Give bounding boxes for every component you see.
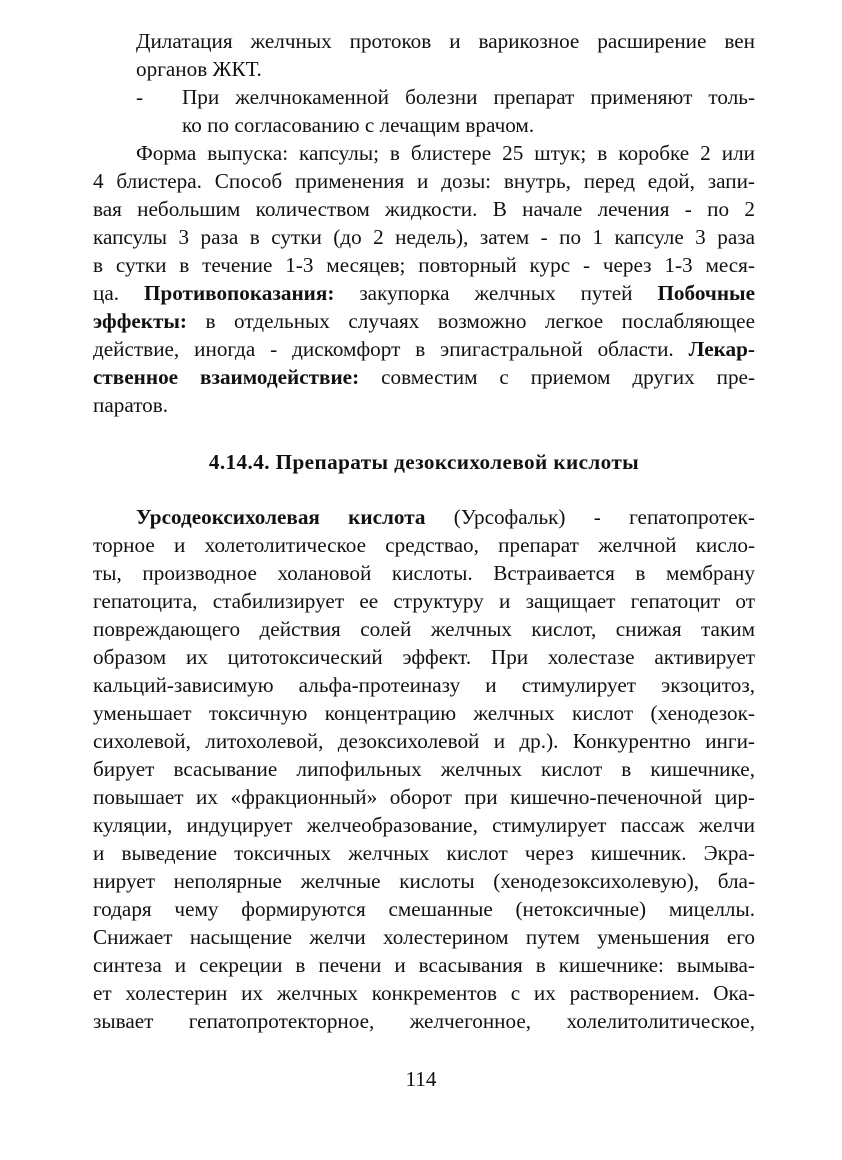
drug-interaction-label: Лекар- — [688, 337, 755, 361]
paragraph-line: паратов. — [93, 393, 169, 417]
paragraph-line: уменьшает токсичную концентрацию желчных кислот (хенодезок- — [93, 701, 755, 725]
paragraph-line: сихолевой, литохолевой, дезоксихолевой и др.). Конкурентно инги- — [93, 729, 755, 753]
paragraph-line: бирует всасывание липофильных желчных кислот в кишечнике, — [93, 757, 755, 781]
paragraph-line: торное и холетолитическое средствао, препарат желчной кисло- — [93, 533, 755, 557]
paragraph-line: ты, производное холановой кислоты. Встраивается в мембрану — [93, 561, 755, 585]
page-number: 114 — [405, 1067, 437, 1091]
paragraph-line — [93, 280, 755, 307]
paragraph-line: Форма выпуска: капсулы; в блистере 25 штук; в коробке 2 или — [136, 141, 755, 165]
text-run: совместим с приемом других пре- — [359, 365, 755, 389]
paragraph-line: Снижает насыщение желчи холестерином путем уменьшения его — [93, 925, 755, 949]
paragraph-line: годаря чему формируются смешанные (нетоксичные) мицеллы. — [93, 897, 755, 921]
paragraph-line: повреждающего действия солей желчных кислот, снижая таким — [93, 617, 755, 641]
section-heading: 4.14.4. Препараты дезоксихолевой кислоты — [208, 450, 640, 474]
bullet-dash: - — [136, 85, 144, 109]
text-run: (Урсофальк) - гепатопротек- — [425, 505, 755, 529]
paragraph-line: 4 блистера. Способ применения и дозы: внутрь, перед едой, запи- — [93, 169, 755, 193]
bullet-line: При желчнокаменной болезни препарат применяют толь- — [182, 85, 755, 109]
paragraph-line: и выведение токсичных желчных кислот через кишечник. Экра- — [93, 841, 755, 865]
paragraph-line: в сутки в течение 1-3 месяцев; повторный курс - через 1-3 меся- — [93, 253, 755, 277]
paragraph-line: куляции, индуцирует желчеобразование, стимулирует пассаж желчи — [93, 813, 755, 837]
paragraph-line: зывает гепатопротекторное, желчегонное, холелитолитическое, — [93, 1009, 755, 1033]
paragraph-line: синтеза и секреции в печени и всасывания в кишечнике: вымыва- — [93, 953, 755, 977]
intro-line: органов ЖКТ. — [136, 57, 262, 81]
paragraph-line — [93, 308, 755, 335]
paragraph-line: образом их цитотоксический эффект. При холестазе активирует — [93, 645, 755, 669]
paragraph-line: ет холестерин их желчных конкрементов с их растворением. Ока- — [93, 981, 755, 1005]
paragraph-line — [93, 336, 755, 363]
text-run: ца. — [93, 281, 144, 305]
side-effects-label: Побочные — [657, 281, 755, 305]
drug-name: Урсодеоксихолевая кислота — [136, 505, 426, 529]
bullet-line: ко по согласованию с лечащим врачом. — [182, 113, 535, 137]
paragraph-line: кальций-зависимую альфа-протеиназу и стимулирует экзоцитоз, — [93, 673, 755, 697]
text-run: действие, иногда - дискомфорт в эпигастральной области. — [93, 337, 689, 361]
drug-interaction-label: ственное взаимодействие: — [93, 365, 360, 389]
paragraph-line: повышает их «фракционный» оборот при кишечно-печеночной цир- — [93, 785, 755, 809]
intro-line: Дилатация желчных протоков и варикозное расширение вен — [136, 29, 755, 53]
paragraph-line: гепатоцита, стабилизирует ее структуру и защищает гепатоцит от — [93, 589, 755, 613]
paragraph-line — [136, 504, 755, 531]
text-run: в отдельных случаях возможно легкое послабляющее — [186, 309, 755, 333]
paragraph-line: капсулы 3 раза в сутки (до 2 недель), затем - по 1 капсуле 3 раза — [93, 225, 755, 249]
paragraph-line: вая небольшим количеством жидкости. В начале лечения - по 2 — [93, 197, 755, 221]
paragraph-line: нирует неполярные желчные кислоты (хенодезоксихолевую), бла- — [93, 869, 755, 893]
side-effects-label: эффекты: — [93, 309, 187, 333]
contraindications-label: Противопоказания: — [143, 281, 335, 305]
paragraph-line — [93, 364, 755, 391]
text-run: закупорка желчных путей — [334, 281, 658, 305]
